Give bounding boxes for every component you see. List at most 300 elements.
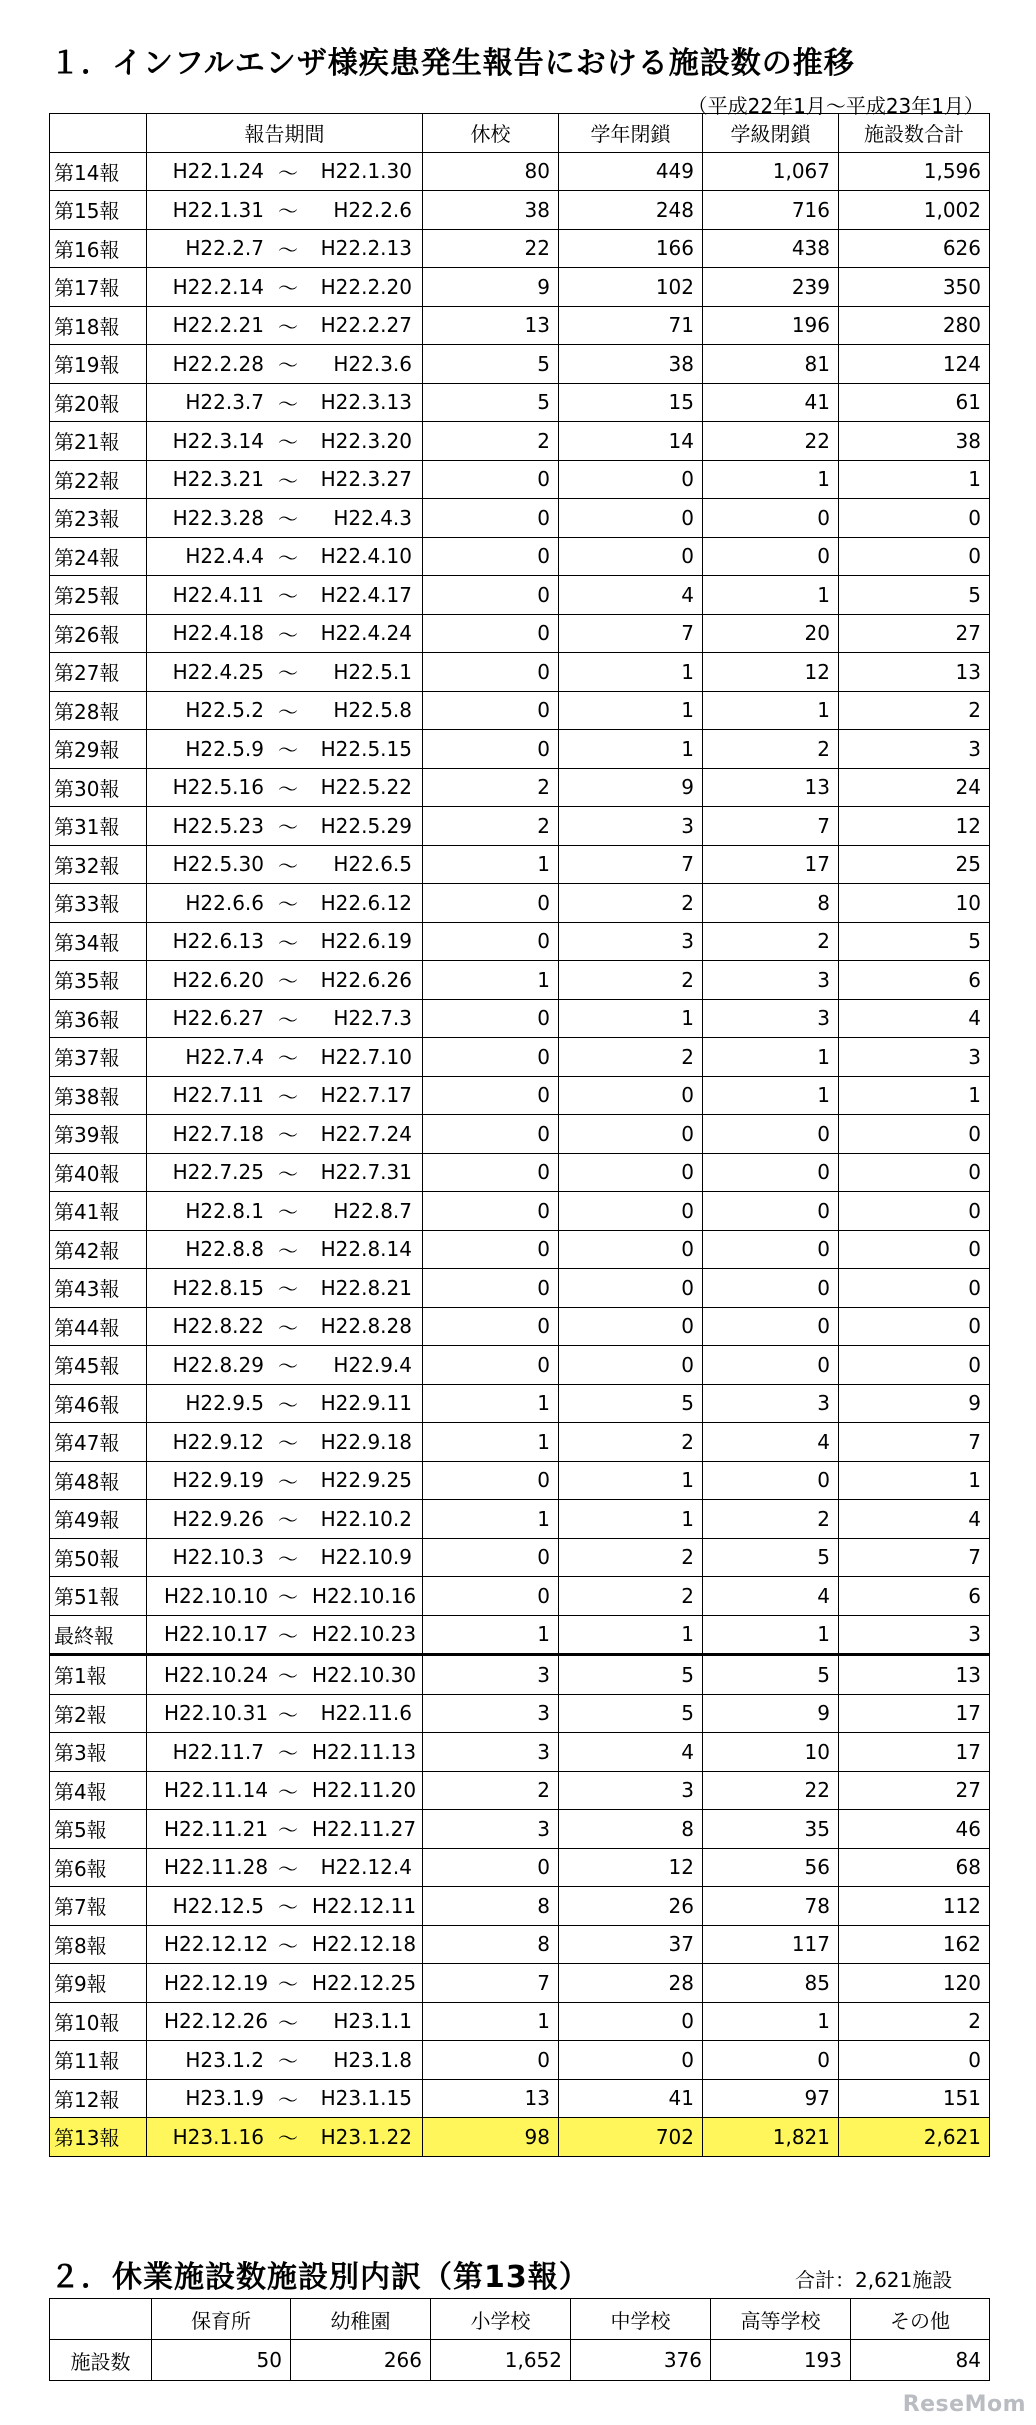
row-kyuko: 2 (423, 422, 559, 461)
row-period (147, 884, 423, 923)
row-total: 13 (839, 653, 990, 692)
period-to: H22.5.1 (333, 659, 412, 684)
period-from: H22.5.30 (172, 852, 264, 877)
row-kyuko: 0 (423, 1115, 559, 1154)
row-gakkyu: 0 (703, 1192, 839, 1231)
row-kyuko: 0 (423, 2041, 559, 2080)
row-period (147, 1346, 423, 1385)
table-row (50, 1925, 990, 1964)
row-total: 7 (839, 1538, 990, 1577)
row-kyuko: 0 (423, 499, 559, 538)
table-row (50, 768, 990, 807)
table-row (50, 653, 990, 692)
row-period (147, 1115, 423, 1154)
row-kyuko: 0 (423, 884, 559, 923)
row-report-label: 第16報 (50, 229, 147, 268)
row-report-label: 第35報 (50, 961, 147, 1000)
row-period (147, 1538, 423, 1577)
row-gakunen: 2 (559, 884, 703, 923)
row-gakunen: 0 (559, 1076, 703, 1115)
period-to: H22.7.10 (320, 1044, 412, 1069)
row-gakkyu: 10 (703, 1733, 839, 1772)
period-from: H22.4.4 (185, 544, 264, 569)
row-report-label: 第23報 (50, 499, 147, 538)
table-row (50, 1500, 990, 1539)
row-gakkyu: 2 (703, 922, 839, 961)
row-total: 162 (839, 1925, 990, 1964)
period-separator: ～ (278, 1585, 298, 1610)
period-separator: ～ (278, 1238, 298, 1263)
period-from: H22.10.10 (164, 1583, 269, 1608)
period-to: H22.7.3 (333, 1006, 412, 1031)
table-row (50, 1733, 990, 1772)
period-range (147, 1427, 412, 1456)
period-from: H22.1.31 (172, 197, 264, 222)
period-separator: ～ (278, 738, 298, 763)
period-from: H22.4.11 (172, 582, 264, 607)
row-total: 68 (839, 1848, 990, 1887)
period-from: H22.8.22 (172, 1314, 264, 1339)
row-period (147, 1423, 423, 1462)
row-total: 112 (839, 1887, 990, 1926)
row-total: 626 (839, 229, 990, 268)
period-range (147, 195, 412, 224)
row-gakkyu: 0 (703, 1230, 839, 1269)
row-gakunen: 0 (559, 2002, 703, 2041)
row-gakkyu: 85 (703, 1964, 839, 2003)
period-from: H22.12.19 (164, 1970, 269, 1995)
row-report-label: 第4報 (50, 1771, 147, 1810)
row-period (147, 653, 423, 692)
period-from: H22.10.24 (164, 1662, 269, 1687)
period-to: H22.8.7 (333, 1198, 412, 1223)
row-kyuko: 0 (423, 1038, 559, 1077)
period-separator: ～ (278, 2010, 298, 2035)
row-period (147, 1655, 423, 1695)
period-separator: ～ (278, 1161, 298, 1186)
row-kyuko: 1 (423, 1384, 559, 1423)
period-range (147, 1119, 412, 1148)
period-to: H22.11.13 (312, 1739, 417, 1764)
row-kyuko: 80 (423, 152, 559, 191)
row-report-label: 第9報 (50, 1964, 147, 2003)
period-to: H22.3.27 (320, 467, 412, 492)
breakdown-koko: 193 (711, 2340, 851, 2381)
period-from: H22.4.25 (172, 659, 264, 684)
row-gakunen: 7 (559, 614, 703, 653)
row-gakkyu: 9 (703, 1694, 839, 1733)
period-range (147, 311, 412, 340)
row-kyuko: 2 (423, 1771, 559, 1810)
period-range (147, 1968, 417, 1997)
row-gakkyu: 1,067 (703, 152, 839, 191)
row-report-label: 第51報 (50, 1577, 147, 1616)
row-gakkyu: 0 (703, 537, 839, 576)
period-range (147, 734, 412, 763)
row-kyuko: 0 (423, 691, 559, 730)
row-report-label: 第1報 (50, 1655, 147, 1695)
period-separator: ～ (278, 1046, 298, 1071)
row-gakkyu: 8 (703, 884, 839, 923)
row-period (147, 999, 423, 1038)
row-total: 1,596 (839, 152, 990, 191)
facility-breakdown-table (49, 2298, 990, 2381)
row-gakunen: 0 (559, 1115, 703, 1154)
resemom-logo[interactable]: ReseMom (902, 2392, 1026, 2417)
period-from: H22.5.16 (172, 775, 264, 800)
period-from: H22.7.11 (172, 1083, 264, 1108)
table-row (50, 1694, 990, 1733)
period-separator: ～ (278, 815, 298, 840)
period-range (147, 811, 412, 840)
row-report-label: 第48報 (50, 1461, 147, 1500)
row-gakunen: 0 (559, 1230, 703, 1269)
row-gakkyu: 97 (703, 2079, 839, 2118)
row-report-label: 第31報 (50, 807, 147, 846)
table-row (50, 1038, 990, 1077)
row-total: 5 (839, 576, 990, 615)
table-row (50, 1230, 990, 1269)
period-range (147, 1543, 412, 1572)
row-gakkyu: 0 (703, 2041, 839, 2080)
period-to: H23.1.22 (320, 2124, 412, 2149)
row-gakunen: 3 (559, 922, 703, 961)
row-total: 0 (839, 1307, 990, 1346)
row-period (147, 345, 423, 384)
row-gakunen: 1 (559, 730, 703, 769)
row-report-label: 第17報 (50, 268, 147, 307)
period-separator: ～ (278, 1007, 298, 1032)
period-note: （平成22年1月～平成23年1月） (687, 94, 984, 118)
row-report-label: 第26報 (50, 614, 147, 653)
row-report-label: 第13報 (50, 2118, 147, 2157)
period-to: H22.6.5 (333, 852, 412, 877)
row-kyuko: 2 (423, 768, 559, 807)
row-total: 6 (839, 961, 990, 1000)
period-to: H22.2.6 (333, 197, 412, 222)
row-gakunen: 1 (559, 691, 703, 730)
row-gakunen: 0 (559, 460, 703, 499)
table-row (50, 152, 990, 191)
row-gakunen: 28 (559, 1964, 703, 2003)
row-report-label: 第6報 (50, 1848, 147, 1887)
period-from: H22.2.14 (172, 274, 264, 299)
period-separator: ～ (278, 430, 298, 455)
period-to: H22.11.27 (312, 1816, 417, 1841)
row-gakkyu: 438 (703, 229, 839, 268)
row-gakkyu: 0 (703, 1269, 839, 1308)
period-separator: ～ (278, 2126, 298, 2151)
period-separator: ～ (278, 2049, 298, 2074)
row-period (147, 1500, 423, 1539)
row-kyuko: 5 (423, 345, 559, 384)
row-gakkyu: 0 (703, 1115, 839, 1154)
breakdown-header-yochien: 幼稚園 (291, 2299, 431, 2340)
period-range (147, 1581, 417, 1610)
period-to: H22.3.6 (333, 351, 412, 376)
row-report-label: 第47報 (50, 1423, 147, 1462)
row-gakkyu: 78 (703, 1887, 839, 1926)
period-to: H22.7.31 (320, 1160, 412, 1185)
row-period (147, 1076, 423, 1115)
period-range (147, 1350, 412, 1379)
row-gakkyu: 1 (703, 691, 839, 730)
row-gakunen: 702 (559, 2118, 703, 2157)
row-gakunen: 12 (559, 1848, 703, 1887)
row-kyuko: 3 (423, 1655, 559, 1695)
period-to: H22.5.8 (333, 698, 412, 723)
period-to: H22.10.23 (312, 1622, 417, 1647)
row-kyuko: 0 (423, 1269, 559, 1308)
row-kyuko: 3 (423, 1810, 559, 1849)
period-to: H22.7.24 (320, 1121, 412, 1146)
period-from: H23.1.16 (172, 2124, 264, 2149)
row-kyuko: 0 (423, 999, 559, 1038)
row-gakkyu: 7 (703, 807, 839, 846)
table-row (50, 345, 990, 384)
breakdown-value-row (50, 2340, 990, 2381)
period-from: H22.12.26 (164, 2009, 269, 2034)
table-row (50, 884, 990, 923)
row-kyuko: 1 (423, 961, 559, 1000)
row-gakkyu: 1 (703, 1076, 839, 1115)
row-gakunen: 9 (559, 768, 703, 807)
row-total: 0 (839, 1269, 990, 1308)
period-range (147, 1235, 412, 1264)
row-gakkyu: 56 (703, 1848, 839, 1887)
row-total: 27 (839, 614, 990, 653)
row-kyuko: 1 (423, 1615, 559, 1655)
period-separator: ～ (278, 1664, 298, 1689)
period-from: H22.10.3 (172, 1545, 264, 1570)
row-report-label: 第2報 (50, 1694, 147, 1733)
row-gakkyu: 0 (703, 499, 839, 538)
period-separator: ～ (278, 1084, 298, 1109)
breakdown-header-row (50, 2299, 990, 2340)
table-row (50, 1384, 990, 1423)
header-gakunen: 学年閉鎖 (559, 114, 703, 153)
breakdown-row-label: 施設数 (50, 2340, 152, 2381)
row-period (147, 306, 423, 345)
row-gakunen: 37 (559, 1925, 703, 1964)
row-period (147, 922, 423, 961)
table-row (50, 383, 990, 422)
period-from: H22.11.21 (164, 1816, 269, 1841)
period-range (147, 1891, 417, 1920)
row-gakunen: 1 (559, 1461, 703, 1500)
row-total: 2,621 (839, 2118, 990, 2157)
header-report (50, 114, 147, 153)
row-gakkyu: 1 (703, 1615, 839, 1655)
period-range (147, 1273, 412, 1302)
row-total: 2 (839, 691, 990, 730)
row-total: 0 (839, 499, 990, 538)
row-gakkyu: 5 (703, 1655, 839, 1695)
period-range (147, 2122, 412, 2151)
period-separator: ～ (278, 1431, 298, 1456)
row-kyuko: 98 (423, 2118, 559, 2157)
table-row (50, 1153, 990, 1192)
row-period (147, 807, 423, 846)
period-to: H22.4.10 (320, 544, 412, 569)
row-gakunen: 102 (559, 268, 703, 307)
row-period (147, 691, 423, 730)
row-report-label: 第11報 (50, 2041, 147, 2080)
period-to: H22.3.20 (320, 428, 412, 453)
row-gakunen: 4 (559, 1733, 703, 1772)
row-total: 0 (839, 1192, 990, 1231)
row-period (147, 2079, 423, 2118)
row-gakkyu: 716 (703, 191, 839, 230)
period-to: H22.10.9 (320, 1545, 412, 1570)
period-to: H22.9.11 (320, 1391, 412, 1416)
period-range (147, 234, 412, 263)
header-period: 報告期間 (147, 114, 423, 153)
period-range (147, 1853, 412, 1882)
row-period (147, 1269, 423, 1308)
breakdown-header-shogakko: 小学校 (431, 2299, 571, 2340)
table-row (50, 1771, 990, 1810)
period-separator: ～ (278, 930, 298, 955)
row-report-label: 第36報 (50, 999, 147, 1038)
row-total: 0 (839, 2041, 990, 2080)
row-gakkyu: 239 (703, 268, 839, 307)
breakdown-header-other: その他 (851, 2299, 990, 2340)
row-gakunen: 2 (559, 1423, 703, 1462)
row-report-label: 第38報 (50, 1076, 147, 1115)
row-gakkyu: 0 (703, 1307, 839, 1346)
period-separator: ～ (278, 468, 298, 493)
period-from: H22.10.31 (164, 1701, 269, 1726)
header-kyuko: 休校 (423, 114, 559, 153)
period-from: H22.6.27 (172, 1006, 264, 1031)
breakdown-header-blank (50, 2299, 152, 2340)
row-gakkyu: 5 (703, 1538, 839, 1577)
row-report-label: 第21報 (50, 422, 147, 461)
period-separator: ～ (278, 199, 298, 224)
row-total: 13 (839, 1655, 990, 1695)
row-kyuko: 2 (423, 807, 559, 846)
period-range (147, 619, 412, 648)
period-separator: ～ (278, 1972, 298, 1997)
period-separator: ～ (278, 160, 298, 185)
section1-title: １．インフルエンザ様疾患発生報告における施設数の推移 (50, 46, 855, 81)
row-report-label: 第37報 (50, 1038, 147, 1077)
row-gakunen: 8 (559, 1810, 703, 1849)
period-to: H22.12.18 (312, 1932, 417, 1957)
period-from: H22.9.19 (172, 1468, 264, 1493)
row-gakunen: 5 (559, 1655, 703, 1695)
facility-trend-table (49, 113, 990, 2157)
row-report-label: 第49報 (50, 1500, 147, 1539)
row-kyuko: 0 (423, 922, 559, 961)
row-period (147, 1733, 423, 1772)
row-gakkyu: 1 (703, 576, 839, 615)
row-kyuko: 13 (423, 2079, 559, 2118)
row-kyuko: 5 (423, 383, 559, 422)
period-range (147, 1699, 412, 1728)
row-total: 3 (839, 730, 990, 769)
row-period (147, 1461, 423, 1500)
row-gakkyu: 35 (703, 1810, 839, 1849)
row-period (147, 1307, 423, 1346)
row-gakunen: 38 (559, 345, 703, 384)
header-gakkyu: 学級閉鎖 (703, 114, 839, 153)
period-range (147, 2007, 412, 2036)
row-total: 0 (839, 1115, 990, 1154)
row-total: 151 (839, 2079, 990, 2118)
table-row (50, 1577, 990, 1616)
period-range (147, 465, 412, 494)
row-kyuko: 8 (423, 1925, 559, 1964)
period-to: H23.1.8 (333, 2047, 412, 2072)
period-range (147, 965, 412, 994)
table-row (50, 2041, 990, 2080)
row-kyuko: 9 (423, 268, 559, 307)
period-range (147, 1042, 412, 1071)
period-separator: ～ (278, 1623, 298, 1648)
row-kyuko: 0 (423, 1153, 559, 1192)
period-range (147, 349, 412, 378)
row-period (147, 422, 423, 461)
period-range (147, 1504, 412, 1533)
row-gakunen: 14 (559, 422, 703, 461)
table-row (50, 2002, 990, 2041)
row-gakunen: 3 (559, 807, 703, 846)
table-row (50, 730, 990, 769)
period-range (147, 927, 412, 956)
period-separator: ～ (278, 1469, 298, 1494)
row-period (147, 1038, 423, 1077)
period-from: H22.2.28 (172, 351, 264, 376)
period-from: H22.6.6 (185, 890, 264, 915)
period-separator: ～ (278, 1856, 298, 1881)
table-row (50, 229, 990, 268)
table-row (50, 1615, 990, 1655)
row-total: 27 (839, 1771, 990, 1810)
row-period (147, 1192, 423, 1231)
period-range (147, 696, 412, 725)
row-gakunen: 0 (559, 2041, 703, 2080)
row-gakunen: 166 (559, 229, 703, 268)
period-range (147, 850, 412, 879)
period-to: H22.7.17 (320, 1083, 412, 1108)
row-report-label: 第5報 (50, 1810, 147, 1849)
row-gakunen: 248 (559, 191, 703, 230)
row-gakkyu: 81 (703, 345, 839, 384)
row-period (147, 768, 423, 807)
row-gakunen: 1 (559, 653, 703, 692)
row-gakkyu: 22 (703, 1771, 839, 1810)
period-from: H22.4.18 (172, 621, 264, 646)
period-to: H22.9.4 (333, 1352, 412, 1377)
row-period (147, 537, 423, 576)
row-report-label: 第22報 (50, 460, 147, 499)
period-to: H22.4.24 (320, 621, 412, 646)
period-from: H22.3.28 (172, 505, 264, 530)
row-period (147, 1771, 423, 1810)
period-to: H22.2.27 (320, 313, 412, 338)
period-separator: ～ (278, 1933, 298, 1958)
row-period (147, 845, 423, 884)
row-kyuko: 8 (423, 1887, 559, 1926)
row-gakkyu: 13 (703, 768, 839, 807)
table-header-row (50, 114, 990, 153)
row-period (147, 383, 423, 422)
period-range (147, 157, 412, 186)
row-gakkyu: 196 (703, 306, 839, 345)
period-from: H22.3.7 (185, 390, 264, 415)
